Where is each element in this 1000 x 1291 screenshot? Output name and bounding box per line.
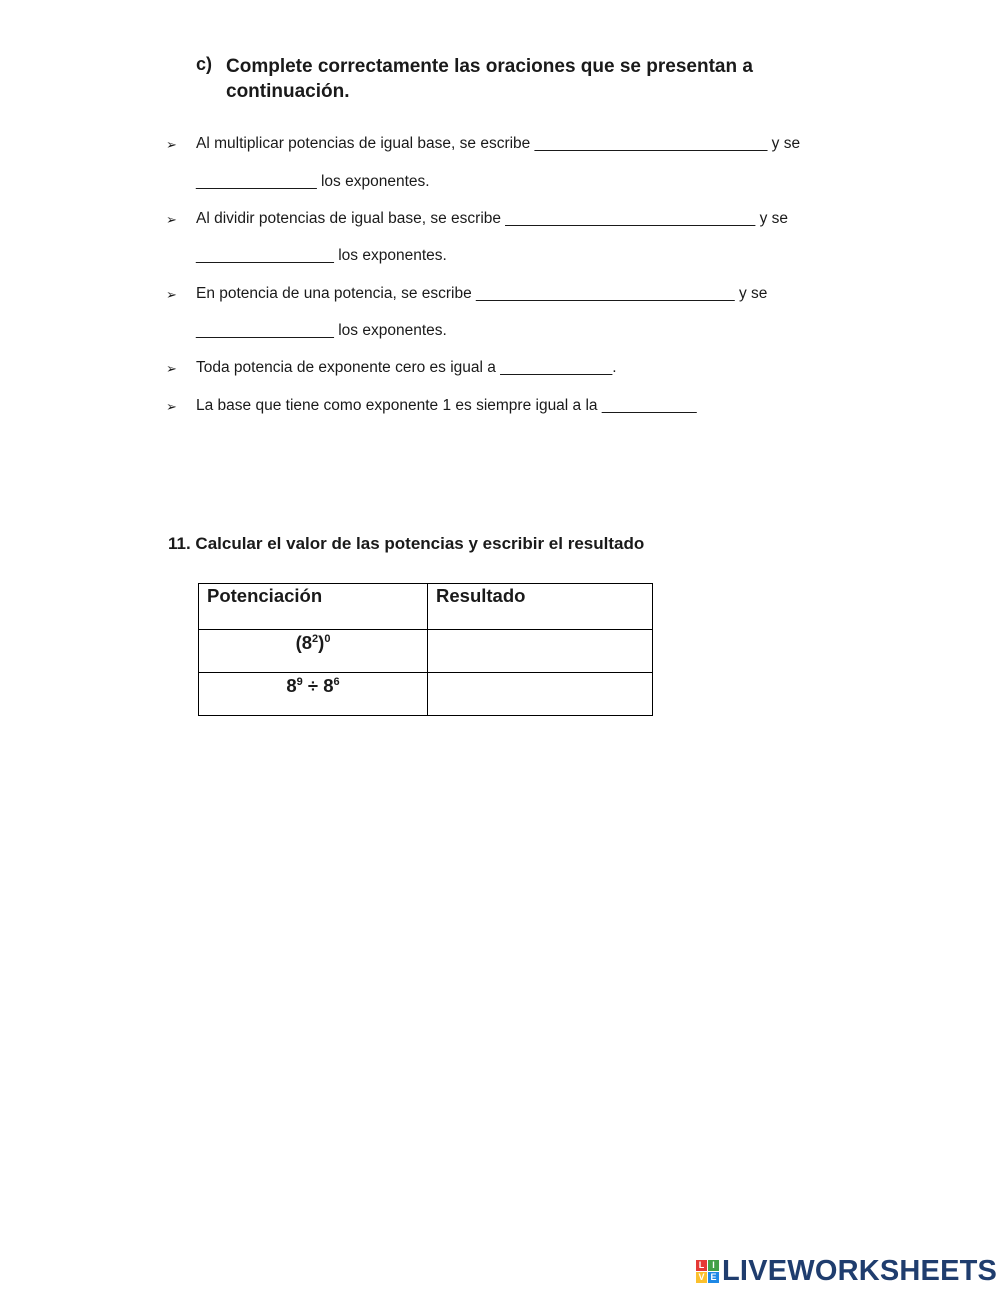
result-cell[interactable] — [428, 673, 653, 716]
expression-cell — [199, 630, 428, 673]
sentence-line: Al dividir potencias de igual base, se escribe _____________________________ y se — [196, 210, 789, 227]
bullet-icon: ➢ — [166, 361, 177, 376]
sentence-line: Al multiplicar potencias de igual base, se escribe ___________________________ y se — [196, 135, 801, 152]
bullet-icon: ➢ — [166, 287, 177, 302]
logo-letter: I — [708, 1260, 719, 1271]
logo-mark-icon — [696, 1260, 719, 1283]
table-row — [199, 673, 653, 716]
sentence-line: En potencia de una potencia, se escribe ______________________________ y se — [196, 285, 768, 302]
logo-letter: L — [696, 1260, 707, 1271]
sentence-line: La base que tiene como exponente 1 es siempre igual a la ___________ — [196, 397, 697, 414]
logo-letter: E — [708, 1272, 719, 1283]
logo-letter: V — [696, 1272, 707, 1283]
expression: $8^9 \div 8^6$ — [286, 675, 340, 696]
header-potenciacion: Potenciación — [199, 584, 428, 630]
logo-text: LIVEWORKSHEETS — [722, 1255, 998, 1287]
powers-table — [198, 583, 653, 716]
table-header-row — [199, 584, 653, 630]
sentence-line: ______________ los exponentes. — [196, 173, 430, 190]
section-11-title: 11. Calcular el valor de las potencias y escribir el resultado — [168, 534, 645, 553]
table-row — [199, 630, 653, 673]
sentence-line: Toda potencia de exponente cero es igual a _____________. — [196, 359, 617, 376]
header-resultado: Resultado — [428, 584, 653, 630]
sentence-line: ________________ los exponentes. — [196, 247, 447, 264]
section-c-label: c) — [196, 54, 213, 74]
bullet-icon: ➢ — [166, 212, 177, 227]
section-c-title: Complete correctamente las oraciones que se presentan a continuación. — [226, 56, 753, 102]
expression-cell — [199, 673, 428, 716]
bullet-icon: ➢ — [166, 399, 177, 414]
expression: $(8^2)^0$ — [295, 632, 331, 653]
bullet-icon: ➢ — [166, 137, 177, 152]
liveworksheets-logo — [696, 1255, 997, 1288]
result-cell[interactable] — [428, 630, 653, 673]
sentence-line: ________________ los exponentes. — [196, 322, 447, 339]
